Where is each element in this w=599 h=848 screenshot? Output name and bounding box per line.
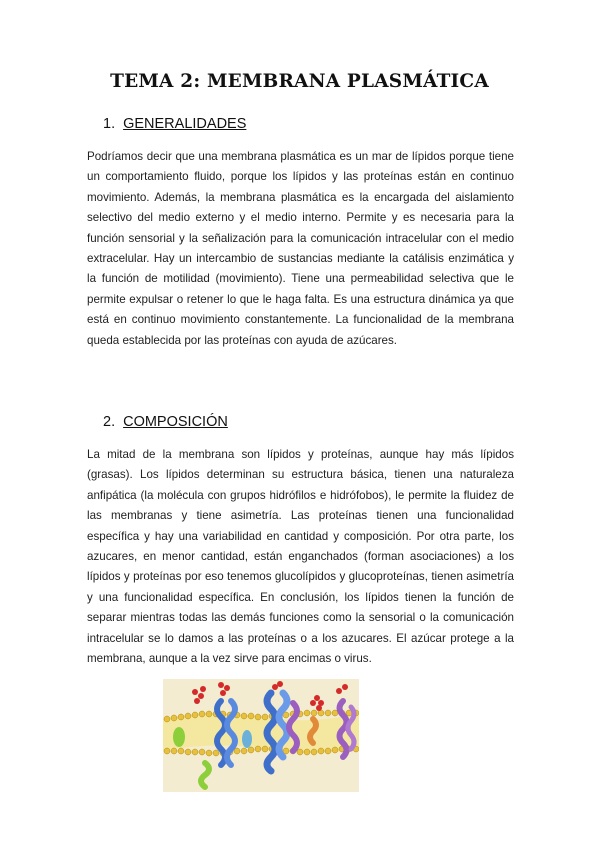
section-heading-generalidades — [103, 116, 246, 132]
section-number: 2. — [103, 414, 116, 430]
paragraph-composicion: La mitad de la membrana son lípidos y proteínas, aunque hay más lípidos (grasas). Los lípidos determinan su estructura básica, tienen una naturaleza anfipática (la molécula con grupos hidrófilos e hidrófobos), le permite la fluidez de las membranas y tiene asimetría. Las proteínas tienen una funcionalidad específica y hay una variabilidad en cantidad y composición. Por otra parte, los azucares, en menor cantidad, están enganchados (forman asociaciones) a los lípidos y proteínas por eso tenemos glucolípidos y glucoproteínas, tienen asimetría y una funcionalidad específica. En conclusión, los lípidos tienen la función de separar mientras todas las demás funciones como la sensorial o la comunicación intracelular se lo damos a las proteínas o a los azucares. El azúcar protege a la membrana, aunque a la vez sirve para encimas o virus. — [87, 448, 514, 666]
membrane-illustration — [163, 679, 359, 792]
page-title: TEMA 2: MEMBRANA PLASMÁTICA — [110, 71, 489, 92]
section-heading-text: GENERALIDADES — [123, 116, 247, 132]
paragraph-generalidades: Podríamos decir que una membrana plasmática es un mar de lípidos porque tiene un comportamiento fluido, porque los lípidos y las proteínas están en continuo movimiento. Además, la membrana plasmática es la encargada del aislamiento selectivo del medio externo y el medio interno. Permite y es necesaria para la función sensorial y la señalización para la comunicación intracelular con el medio extracelular. Hay un intercambio de sustancias mediante la catálisis enzimática y la función de motilidad (movimiento). Tiene una permeabilidad selectiva que le permite expulsar o retener lo que le haga falta. Es una estructura dinámica ya que está en continuo movimiento constantemente. La funcionalidad de la membrana queda establecida por las proteínas con ayuda de azúcares. — [87, 150, 514, 347]
section-heading-text: COMPOSICIÓN — [123, 414, 228, 430]
section-number: 1. — [103, 116, 116, 132]
section-heading-composicion — [103, 414, 228, 430]
